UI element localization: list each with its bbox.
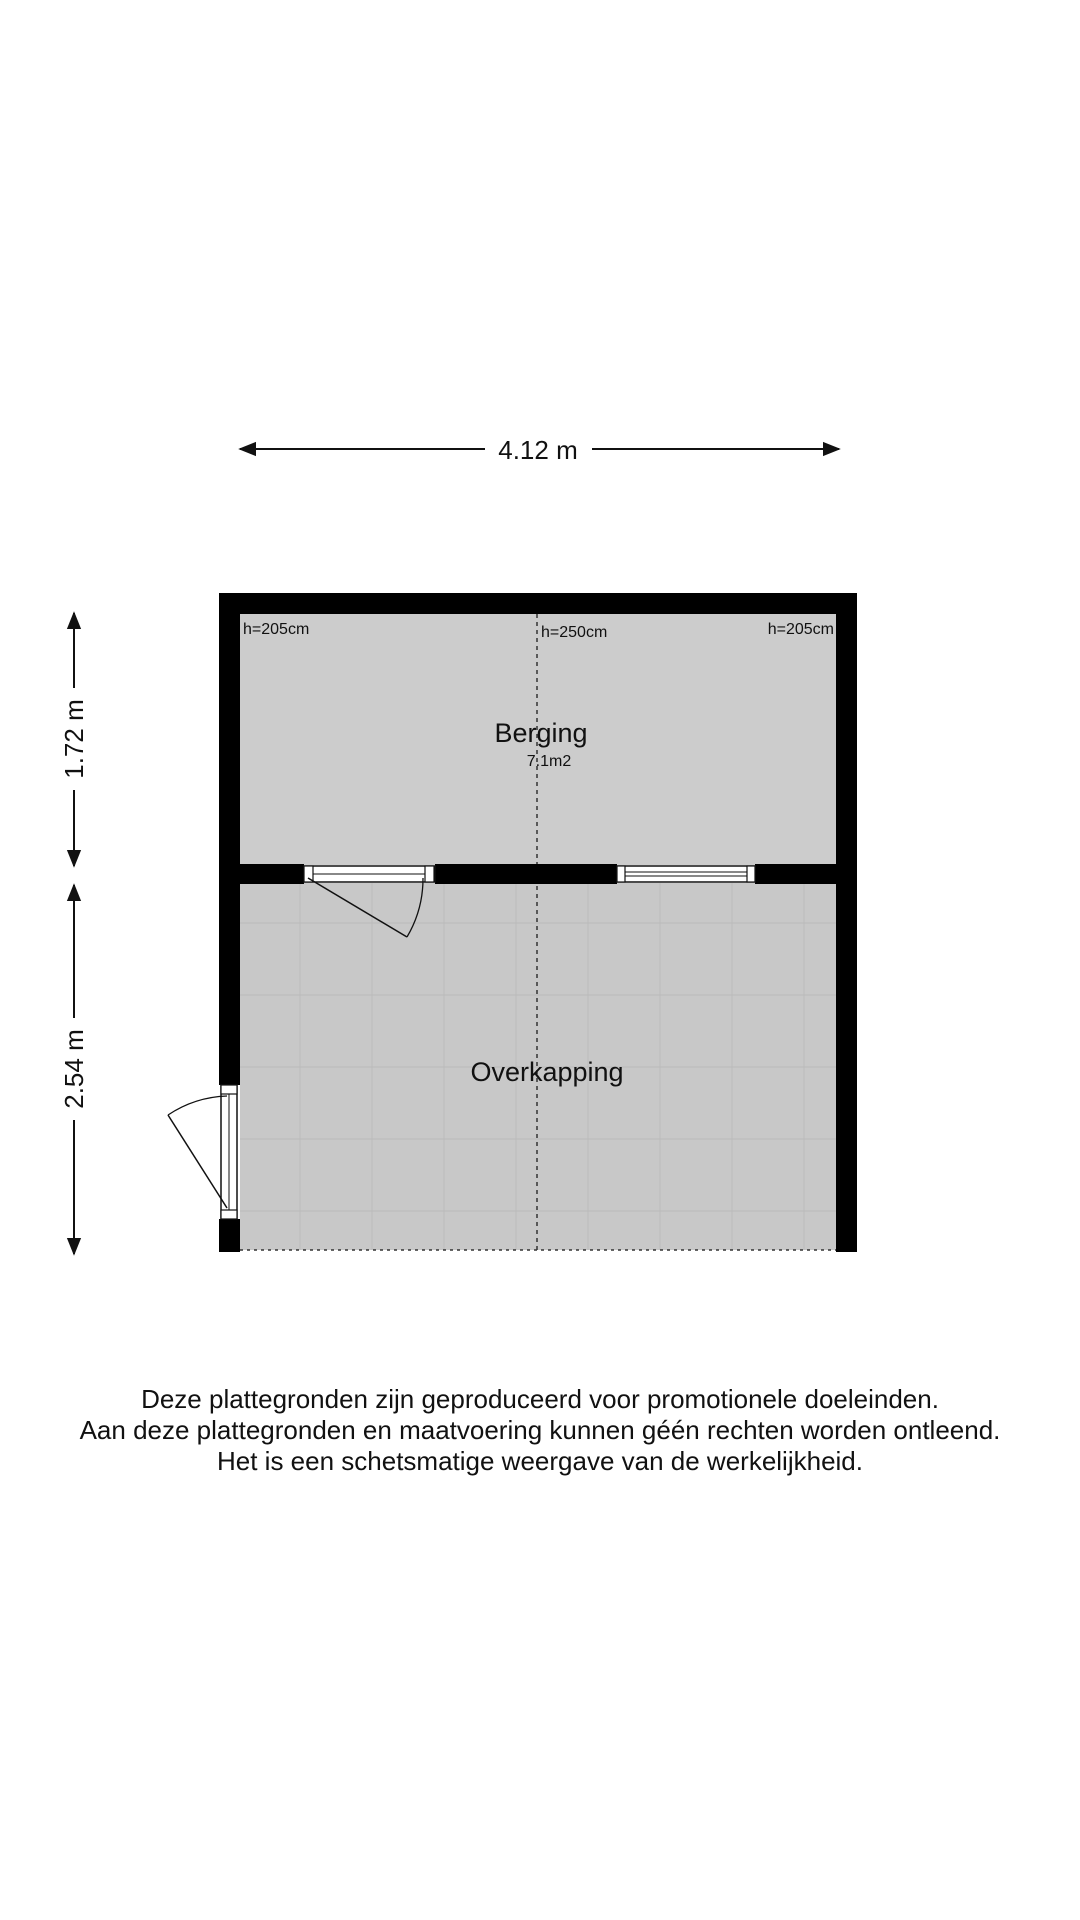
outer-door xyxy=(168,1085,237,1219)
inner-wall-segment-2 xyxy=(435,864,617,884)
disclaimer-line-3: Het is een schetsmatige weergave van de werkelijkheid. xyxy=(216,1446,863,1476)
room-name-overkapping: Overkapping xyxy=(470,1057,624,1087)
width-dimension xyxy=(240,435,839,465)
inner-window xyxy=(617,866,755,882)
height-label-center: h=250cm xyxy=(541,624,608,641)
disclaimer-line-2: Aan deze plattegronden en maatvoering kunnen géén rechten worden ontleend. xyxy=(79,1415,1001,1445)
height-label-right: h=205cm xyxy=(767,621,834,638)
right-wall xyxy=(836,593,857,1252)
outer-door-leaf xyxy=(168,1115,227,1208)
left-wall-upper xyxy=(219,593,240,1085)
overkapping-depth-label: 2.54 m xyxy=(59,1029,89,1109)
disclaimer-line-1: Deze plattegronden zijn geproduceerd voor promotionele doeleinden. xyxy=(141,1384,939,1414)
height-label-left: h=205cm xyxy=(243,621,310,638)
inner-wall-segment-3 xyxy=(755,864,837,884)
left-wall-lower xyxy=(219,1219,240,1252)
berging-depth-dimension xyxy=(59,613,89,866)
berging-depth-label: 1.72 m xyxy=(59,699,89,779)
overkapping-depth-dimension xyxy=(59,885,89,1254)
outer-door-swing xyxy=(168,1096,227,1115)
disclaimer xyxy=(0,1384,1080,1477)
inner-wall-segment-1 xyxy=(219,864,304,884)
top-wall xyxy=(219,593,857,614)
width-dimension-label: 4.12 m xyxy=(498,435,578,465)
room-name-berging: Berging xyxy=(494,718,588,748)
room-area-berging: 7.1m2 xyxy=(526,753,572,770)
